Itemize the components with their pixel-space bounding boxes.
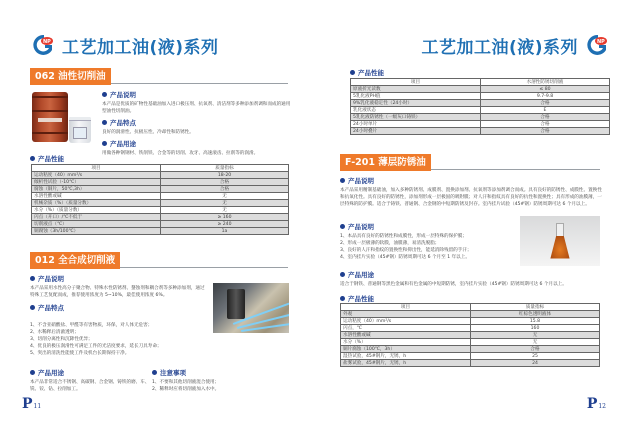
table-header: 质量指标	[471, 304, 600, 311]
bullet-dot-icon	[102, 141, 107, 146]
uses-heading: 产品用途	[30, 368, 150, 377]
section-tag: 062 油性切削油	[30, 68, 111, 85]
series-title: 工艺加工油(液)系列	[421, 37, 578, 58]
list-item: 4、室内挂片实验（45#钢）防锈周期可达 6 个月至 1 年以上。	[340, 255, 470, 260]
brand-logo-icon	[30, 33, 56, 57]
table-row: 腐蚀（铜片，50℃,3h） 合格	[32, 186, 289, 193]
svg-text:NP: NP	[597, 39, 605, 45]
table-row: 铜腐蚀（3h/100℃） 1a	[32, 228, 289, 235]
spec-heading: 产品性能	[30, 154, 64, 163]
bullet-dot-icon	[30, 305, 35, 310]
table-row: 9%乳化液稳定性（24小时） 合格	[351, 100, 610, 107]
spec-table-top	[350, 78, 610, 135]
list-item: 2、稀释时应将切削液加入水中。	[152, 387, 220, 392]
section-bar-f201	[340, 154, 600, 171]
uses-heading: 产品用途	[102, 139, 292, 148]
table-row: 24小时叠片 合格	[351, 128, 610, 135]
table-header: 水溶性防锈切削液	[481, 79, 610, 86]
product-f201-features	[340, 222, 518, 261]
table-row: 倾析性试验（-10℃） 合格	[32, 179, 289, 186]
table-header: 项目	[351, 79, 481, 86]
table-row: 5乳化液PH值 9.7-9.8	[351, 93, 610, 100]
uses-text: 适合于钢铁、普通钢等黑色金属和有色金属的中短期防锈，室内挂片实验（45#钢）防锈周期可达 6 个月以上。	[340, 282, 567, 287]
table-row: 闪点，℃ 160	[341, 325, 600, 332]
table-row: 5乳化液防锈性（一级灰口铸铁） 合格	[351, 114, 610, 121]
desc-heading: 产品说明	[102, 90, 292, 99]
table-row: 湿热试验，45#钢片，无锈，h 25	[341, 353, 600, 360]
product-f201-uses	[340, 270, 605, 288]
section-tag: F-201 薄层防锈油	[340, 154, 431, 171]
bullet-dot-icon	[102, 120, 107, 125]
list-item: 1、本品具有良好的防锈性和成膜性，形成一层特殊的保护膜；	[340, 234, 467, 239]
notes-heading: 注意事项	[152, 368, 292, 377]
notes-block	[152, 368, 292, 393]
brand-logo-icon	[584, 33, 610, 57]
table-row: 铜片腐蚀（100℃，3h） 合格	[341, 346, 600, 353]
uses-block	[30, 368, 150, 393]
desc-text: 本产品采用水性高分子聚合物、特殊水性防锈剂、螯蚀剂和耦合剂等多种添加剂，通过特殊工艺复配而成，推荐使用浓度为 5~10%，最佳使用浓度 6%。	[30, 286, 205, 298]
section-bar-062	[30, 68, 288, 85]
desc-text: 本产品是优质的矿物性基础油加入进口极压剂、抗氧剂、清洁剂等多种添加剂调和而成的通用型油性切削油。	[102, 102, 291, 114]
bullet-dot-icon	[30, 156, 35, 161]
desc-text: 本产品采用精制基础油，加入多种防锈剂、成膜剂、置换添加剂、抗氧剂等添加剂调合而成。具有良好的防锈性、成膜性、置换性和抗氧化性。具有良好的防锈性，添加剂形成一层极固的吸附膜；对人汗和指纹具有良好的抗性和置换性；具有形成的油膜薄，一层特殊的防护膜。适合于铸铁、普通钢、合金钢的中短期防锈及封存。室内挂片试验（45#钢）防锈周期可达 6 个月以上。	[340, 188, 602, 207]
product-f201-desc	[340, 176, 602, 208]
list-item: 5、突出的清洗性能使工件及机台长期保持干净。	[30, 351, 130, 356]
features-heading: 产品特点	[30, 303, 206, 312]
product-012-info	[30, 274, 206, 312]
table-row: 水溶性酸或碱 无	[341, 332, 600, 339]
table-header: 质量指标	[161, 165, 289, 172]
divider	[120, 267, 288, 268]
bullet-dot-icon	[340, 178, 345, 183]
spec-table-f201	[340, 303, 600, 367]
bullet-dot-icon	[30, 370, 35, 375]
oil-bucket-image	[69, 117, 91, 143]
series-title: 工艺加工油(液)系列	[62, 37, 219, 58]
list-item: 3、良好的人汗和指纹的置换性和抑出性，能延消除残留的手汗；	[340, 248, 472, 253]
uses-heading: 产品用途	[340, 270, 605, 279]
page-header	[421, 30, 610, 60]
bullet-dot-icon	[340, 296, 345, 301]
page-number: P 11	[22, 396, 42, 412]
table-row: 闪点（开口）/℃不低于 ≥ 160	[32, 214, 289, 221]
table-row: 运动粘度（40）mm²/s 18-20	[32, 172, 289, 179]
divider	[431, 169, 600, 170]
list-item: 3、切削分离性和沉降性优异；	[30, 337, 93, 342]
table-row: 运动粘度（40）mm²/s 15.8	[341, 318, 600, 325]
table-row: 水溶性酸或碱 无	[32, 193, 289, 200]
section-tag: 012 全合成切削液	[30, 252, 120, 269]
features-heading: 产品说明	[340, 222, 518, 231]
table-header: 项目	[341, 304, 471, 311]
table-row: 机械杂质（%）（质量分数） 无	[32, 200, 289, 207]
right-page	[320, 0, 640, 432]
desc-heading: 产品说明	[30, 274, 206, 283]
spec-heading: 产品性能	[340, 294, 374, 303]
uses-text: 本产品非常适合不锈钢、高碳钢、合金钢、铸铁的磨、车、铣、铰、钻、拉削加工。	[30, 380, 150, 392]
oil-barrel-image	[32, 92, 68, 142]
table-row: 盐雾试验，45#钢片，无锈，h 24	[341, 360, 600, 367]
list-item: 4、优良的极压润滑性可满足工件的光洁度要求，延长刀具寿命；	[30, 344, 162, 349]
page-number: P 12	[586, 396, 606, 412]
list-item: 2、形成一层极薄的软膜，油膜薄，易清洗脱脂；	[340, 241, 440, 246]
list-item: 2、水稀释后清澈透明；	[30, 330, 79, 335]
table-row: 外观 红棕色透明液体	[341, 311, 600, 318]
bullet-dot-icon	[350, 70, 355, 75]
features-text: 良好的润滑性、抗极压性、冷却性和防锈性。	[102, 130, 194, 135]
spec-heading: 产品性能	[350, 68, 384, 77]
table-header: 项目	[32, 165, 161, 172]
bullet-dot-icon	[340, 224, 345, 229]
spec-table-062	[31, 164, 289, 235]
table-row: 原液折光读数 ≤ 80	[351, 86, 610, 93]
features-heading: 产品特点	[102, 118, 292, 127]
bullet-dot-icon	[152, 370, 157, 375]
bullet-dot-icon	[340, 272, 345, 277]
product-062-info	[102, 90, 292, 157]
table-row: 切削液点（℃） ≥ 240	[32, 221, 289, 228]
svg-text:NP: NP	[43, 39, 51, 45]
table-row: 水分（%）（质量分数） 无	[32, 207, 289, 214]
oil-flask-image	[520, 216, 600, 266]
table-row: 乳化液状态 E	[351, 107, 610, 114]
desc-heading: 产品说明	[340, 176, 602, 185]
bullet-dot-icon	[102, 92, 107, 97]
uses-text: 用做各种钢钢材、铁削铁、合金等的切削、攻牙、高速滚齿、拉削等的润滑。	[102, 151, 259, 156]
bullet-dot-icon	[30, 276, 35, 281]
divider	[111, 83, 288, 84]
list-item: 1、不要和其他切削液混合使用；	[152, 380, 220, 385]
section-bar-012	[30, 252, 288, 269]
cutting-machine-image	[213, 283, 289, 333]
list-item: 1、不含亚硝酸盐、甲醛等有害物质，环保，对人体无危害；	[30, 323, 153, 328]
page-header	[30, 30, 219, 60]
table-row: 24小时单片 合格	[351, 121, 610, 128]
table-row: 水分（%） 无	[341, 339, 600, 346]
